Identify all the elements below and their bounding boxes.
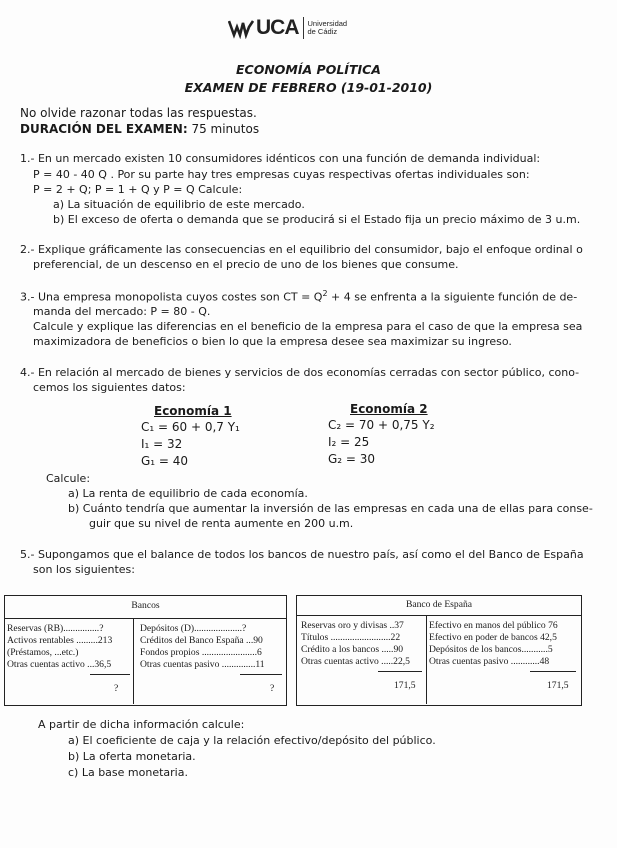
economy1-investment: I₁ = 32 <box>141 437 183 451</box>
q2-line1: 2.- Explique gráficamente las consecuencias en el equilibrio del consumidor, bajo el enfoque ordinal o <box>20 243 583 256</box>
be-asset-total: 171,5 <box>394 680 416 691</box>
q5-item-a: a) El coeficiente de caja y la relación efectivo/depósito del público. <box>68 734 436 747</box>
university-line2: de Cádiz <box>307 27 338 36</box>
duration-label: DURACIÓN DEL EXAMEN: <box>20 122 188 136</box>
exam-title: EXAMEN DE FEBRERO (19-01-2010) <box>184 80 433 95</box>
q5-item-c: c) La base monetaria. <box>68 766 188 779</box>
be-asset-row: Reservas oro y divisas ..37 <box>301 620 404 631</box>
bancos-asset-total-rule <box>90 674 130 675</box>
be-liability-row: Otras cuentas pasivo ............48 <box>429 656 550 667</box>
bancos-liability-total-rule <box>240 674 282 675</box>
economy2-government: G₂ = 30 <box>328 452 376 466</box>
bancos-asset-row: Activos rentables .........213 <box>7 635 113 646</box>
economy2-title: Economía 2 <box>350 402 428 416</box>
q1-item-b: b) El exceso de oferta o demanda que se producirá si el Estado fija un precio máximo de 3 u.m. <box>53 213 581 226</box>
duration-value: 75 minutos <box>191 122 260 136</box>
q5-line1: 5.- Supongamos que el balance de todos los bancos de nuestro país, así como el del Banco de España <box>20 548 584 561</box>
be-asset-row: Otras cuentas activo .....22,5 <box>301 656 410 667</box>
q4-item-b1: b) Cuánto tendría que aumentar la inversión de las empresas en cada una de ellas para conse- <box>68 502 593 515</box>
university-name <box>308 20 348 36</box>
bancos-liability-total: ? <box>270 683 275 694</box>
economy2-investment: I₂ = 25 <box>328 435 370 449</box>
banco-espana-center-rule <box>426 615 427 704</box>
university-line1: Universidad <box>307 19 348 28</box>
q1-line2: P = 40 - 40 Q . Por su parte hay tres empresas cuyas respectivas ofertas individuales son: <box>33 168 530 181</box>
q3-exponent: 2 <box>322 289 328 298</box>
logo-text: UCA <box>256 16 299 39</box>
bancos-liability-row: Depósitos (D)....................? <box>140 623 247 634</box>
q4-line2: cemos los siguientes datos: <box>33 381 186 394</box>
banco-espana-header-rule <box>296 615 582 616</box>
instruction-note: No olvide razonar todas las respuestas. <box>20 106 257 120</box>
logo-divider <box>303 17 304 39</box>
q5-line2: son los siguientes: <box>33 563 135 576</box>
q5-item-b: b) La oferta monetaria. <box>68 750 196 763</box>
q4-item-b2: guir que su nivel de renta aumente en 200 u.m. <box>89 517 354 530</box>
q3-line3: Calcule y explique las diferencias en el beneficio de la empresa para el caso de que la empresa sea <box>33 320 583 333</box>
bancos-liability-row: Fondos propios .......................6 <box>140 647 262 658</box>
q1-line1: 1.- En un mercado existen 10 consumidores idénticos con una función de demanda individual: <box>20 152 541 165</box>
bancos-title: Bancos <box>131 600 160 611</box>
duration-line <box>20 122 259 136</box>
be-liability-row: Efectivo en manos del público 76 <box>429 620 558 631</box>
be-asset-total-rule <box>378 671 422 672</box>
economy1-title: Economía 1 <box>154 404 232 418</box>
q5-intro: A partir de dicha información calcule: <box>38 718 245 731</box>
bancos-asset-total: ? <box>114 683 119 694</box>
uca-emblem-icon <box>228 17 254 39</box>
bancos-asset-row: Otras cuentas activo ...36,5 <box>7 659 112 670</box>
q3-line2: manda del mercado: P = 80 - Q. <box>33 305 211 318</box>
bancos-liability-row: Créditos del Banco España ...90 <box>140 635 263 646</box>
q3-line1-post: + 4 se enfrenta a la siguiente función de de- <box>327 290 578 304</box>
q2-line2: preferencial, de un descenso en el precio de uno de los bienes que consume. <box>33 258 459 271</box>
bancos-liability-row: Otras cuentas pasivo ..............11 <box>140 659 265 670</box>
q1-line3: P = 2 + Q; P = 1 + Q y P = Q Calcule: <box>33 183 243 196</box>
uca-logo <box>228 14 347 42</box>
bancos-asset-row: (Préstamos, ...etc.) <box>7 647 79 658</box>
q4-item-a: a) La renta de equilibrio de cada economía. <box>68 487 308 500</box>
bancos-header-rule <box>4 618 287 619</box>
bancos-center-rule <box>133 618 134 704</box>
be-asset-row: Crédito a los bancos .....90 <box>301 644 404 655</box>
q3-line1 <box>20 289 577 304</box>
bancos-asset-row: Reservas (RB)...............? <box>7 623 104 634</box>
q4-calcule: Calcule: <box>46 472 91 485</box>
course-title: ECONOMÍA POLÍTICA <box>236 62 381 77</box>
be-asset-row: Títulos .........................22 <box>301 632 401 643</box>
q4-line1: 4.- En relación al mercado de bienes y servicios de dos economías cerradas con sector público, cono- <box>20 366 580 379</box>
economy2-consumption: C₂ = 70 + 0,75 Y₂ <box>328 418 435 432</box>
q1-item-a: a) La situación de equilibrio de este mercado. <box>53 198 305 211</box>
q3-line4: maximizadora de beneficios o bien lo que la empresa desee sea maximizar su ingreso. <box>33 335 512 348</box>
be-liability-row: Depósitos de los bancos...........5 <box>429 644 553 655</box>
economy1-consumption: C₁ = 60 + 0,7 Y₁ <box>141 420 240 434</box>
economy1-government: G₁ = 40 <box>141 454 189 468</box>
banco-espana-title: Banco de España <box>405 599 473 610</box>
be-liability-row: Efectivo en poder de bancos 42,5 <box>429 632 557 643</box>
be-liability-total: 171,5 <box>547 680 569 691</box>
be-liability-total-rule <box>530 671 576 672</box>
q3-line1-pre: 3.- Una empresa monopolista cuyos costes son CT = Q <box>20 290 323 304</box>
